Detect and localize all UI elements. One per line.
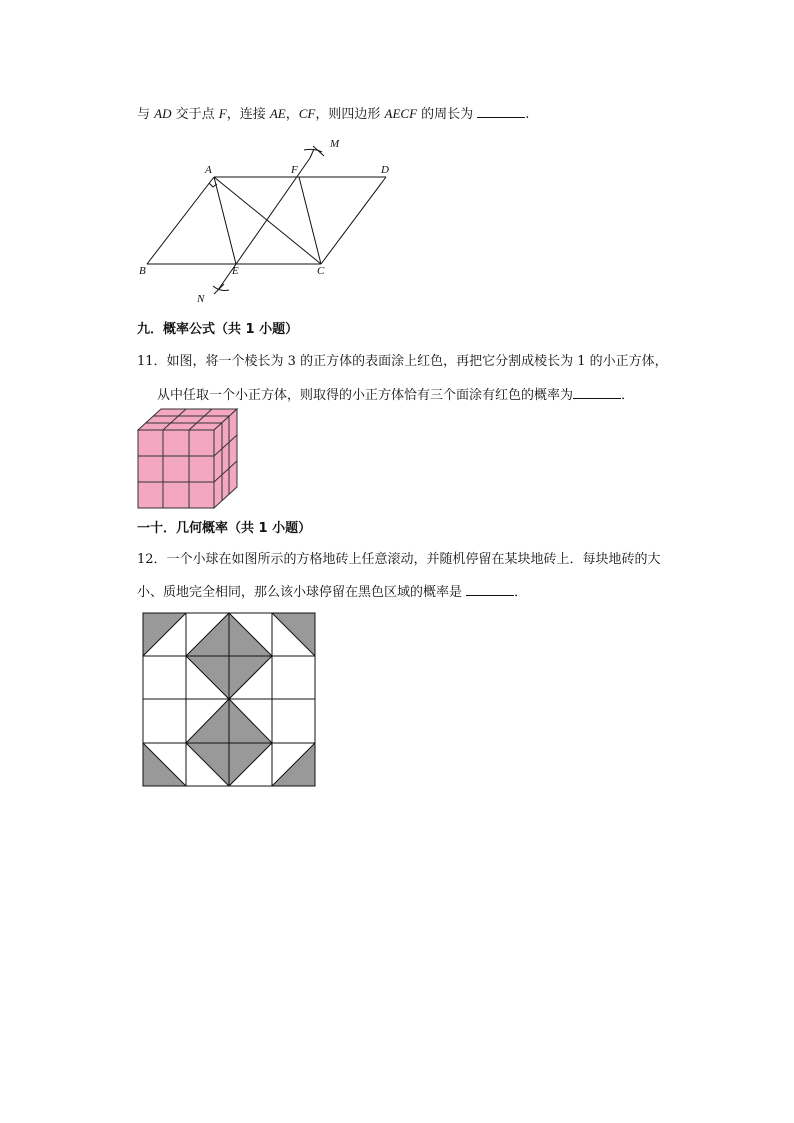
right-angle-mark bbox=[209, 183, 217, 187]
tile-grid-border bbox=[143, 613, 315, 786]
perpendicular-bisector-mn bbox=[218, 158, 310, 290]
label-m: M bbox=[330, 138, 340, 150]
tick-n bbox=[214, 284, 224, 294]
q10-text-8: CF bbox=[298, 106, 316, 121]
cube-top-face bbox=[138, 409, 237, 430]
segment-fc bbox=[299, 177, 321, 264]
segment-ac bbox=[214, 177, 321, 264]
q11-line-2-end: ． bbox=[621, 388, 635, 403]
q12-answer-blank bbox=[466, 581, 514, 596]
q10-text-12: . bbox=[525, 107, 530, 122]
shaded-corner-br bbox=[272, 743, 315, 786]
segment-dc bbox=[321, 177, 386, 264]
q11-line-2-text: 从中任取一个小正方体，则取得的小正方体恰有三个面涂有红色的概率为 bbox=[157, 388, 574, 403]
q10-text-5: ，连接 bbox=[226, 107, 270, 122]
q12-line-2 bbox=[137, 581, 527, 603]
label-f: F bbox=[291, 164, 298, 176]
q11-line-2 bbox=[157, 384, 634, 406]
shaded-corner-bl bbox=[143, 743, 186, 786]
label-c: C bbox=[317, 265, 325, 277]
shaded-diamond-bottom bbox=[186, 699, 272, 786]
q10-text-7: ， bbox=[285, 107, 299, 122]
q10-text-11: 的周长为 bbox=[417, 107, 478, 122]
q10-text-4: F bbox=[218, 106, 227, 121]
label-a: A bbox=[205, 164, 212, 176]
q12-line-1: 12．一个小球在如图所示的方格地砖上任意滚动，并随机停留在某块地砖上．每块地砖的大 bbox=[137, 552, 661, 567]
arc-top bbox=[304, 149, 322, 152]
q11-line-1: 11．如图，将一个棱长为 3 的正方体的表面涂上红色，再把它分割成棱长为 1 的小正方体， bbox=[137, 354, 668, 369]
shaded-corner-tl bbox=[143, 613, 186, 656]
section-9-title: 九．概率公式（共 1 小题） bbox=[137, 322, 299, 337]
tick-m bbox=[313, 146, 324, 156]
segment-ab bbox=[147, 177, 214, 264]
segment-ae bbox=[214, 177, 236, 264]
arc-bottom bbox=[213, 286, 229, 291]
q10-text-10: AECF bbox=[384, 106, 418, 121]
q10-text-3: 交于点 bbox=[171, 107, 219, 122]
label-b: B bbox=[139, 265, 146, 277]
section-10-title: 一十．几何概率（共 1 小题） bbox=[137, 521, 312, 536]
q12-line-2-text: 小、质地完全相同，那么该小球停留在黑色区域的概率是 bbox=[137, 585, 467, 600]
q12-line-2-end: ． bbox=[514, 585, 528, 600]
label-d: D bbox=[381, 164, 389, 176]
q10-text-9: ，则四边形 bbox=[315, 107, 385, 122]
label-n: N bbox=[197, 293, 205, 305]
cube-right-face bbox=[214, 409, 237, 508]
q10-text-1: 与 bbox=[137, 107, 155, 122]
shaded-corner-tr bbox=[272, 613, 315, 656]
q11-answer-blank bbox=[573, 384, 621, 399]
cube-front-face bbox=[138, 430, 214, 508]
q10-text-2: AD bbox=[154, 106, 172, 121]
q10-text-line bbox=[137, 103, 529, 125]
q10-answer-blank bbox=[477, 103, 525, 118]
label-e: E bbox=[232, 265, 239, 277]
q10-text-6: AE bbox=[269, 106, 286, 121]
shaded-diamond-top bbox=[186, 613, 272, 699]
